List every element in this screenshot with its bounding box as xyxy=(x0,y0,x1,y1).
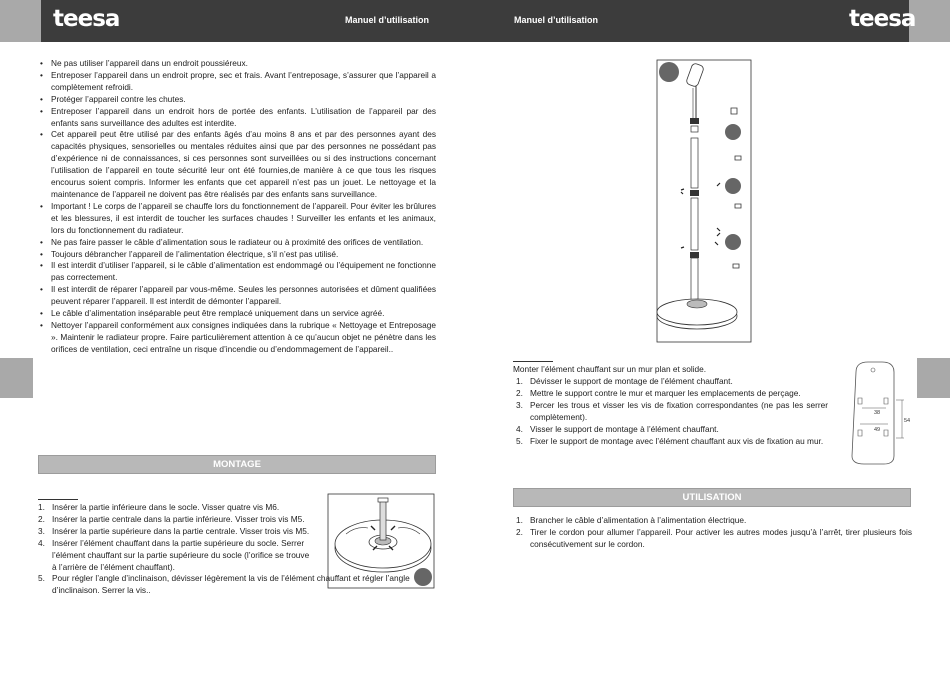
divider xyxy=(38,499,78,500)
list-item: 2. Mettre le support contre le mur et marquer les emplacements de perçage. xyxy=(516,387,801,398)
brand-logo-left: teesa xyxy=(53,6,120,32)
bracket-illustration xyxy=(846,360,916,466)
dimension-label: 49 xyxy=(874,427,881,433)
list-item: 2. Tirer le cordon pour allumer l’appareil. Pour activer les autres modes jusqu’à l’arrêt, tirer plusieurs fois consécutivement sur le cordon. xyxy=(516,526,912,549)
list-item: • Ne pas faire passer le câble d’alimentation sous le radiateur ou à proximité des orifices de ventilation. xyxy=(40,237,436,249)
page-title-right: Manuel d’utilisation xyxy=(514,15,599,25)
assembly-steps xyxy=(38,502,410,597)
base-illustration xyxy=(326,492,436,590)
list-item: 4. Insérer l’élément chauffant dans la partie supérieure du socle. Serrer l’élément chauffant sur la partie supérieure du socle (l’orifice se trouve à l’arrière de l’élément chauffant). xyxy=(38,537,310,572)
list-item: • Cet appareil peut être utilisé par des enfants âgés d’au moins 8 ans et par des personnes ayant des capacités physiques, sensorielles ou mentales réduites ainsi que par des personnes ne possédant pas d’expérience ni de connaissances, si ces personnes sont surveillées ou si des instructions concernant l’utilisation de l’appareil en toute sécurité leur ont été fournies,de manière à ce que tous les risques encourus soient compris. Informer les enfants que cet appareil n’est pas un jouet. Le nettoyage et la maintenance de l’appareil ne doivent pas être réalisés par des enfants sans surveillance. xyxy=(40,129,436,200)
corner-tab-left xyxy=(0,0,41,42)
list-item: 4. Visser le support de montage à l’élément chauffant. xyxy=(516,423,719,434)
dimension-label: 38 xyxy=(874,410,881,416)
list-item: • Important ! Le corps de l’appareil se chauffe lors du fonctionnement de l’appareil. Pour éviter les brûlures et les blessures, il est interdit de toucher les surfaces chaudes ! Surveiller les enfants et les animaux, lors du fonctionnement du radiateur. xyxy=(40,201,436,237)
header-bar xyxy=(0,0,950,42)
divider xyxy=(513,361,553,362)
dimension-label: 54 xyxy=(904,418,911,424)
side-tab-left xyxy=(0,358,33,398)
list-item: • Ne pas utiliser l’appareil dans un endroit poussiéreux. xyxy=(40,58,436,70)
list-item: 2. Insérer la partie centrale dans la partie inférieure. Visser trois vis M5. xyxy=(38,513,305,524)
page-title-left: Manuel d’utilisation xyxy=(345,15,430,25)
list-item: 1. Insérer la partie inférieure dans le socle. Visser quatre vis M6. xyxy=(38,502,280,512)
list-item: • Nettoyer l’appareil conformément aux consignes indiquées dans la rubrique « Nettoyage et Entreposage ». Maintenir le radiateur propre. Faire particulièrement attention à ce qu’aucun objet ne pénètre dans les orifices de ventilation, ceci entraîne un risque d’incendie ou d’endommagement de l’appareil.. xyxy=(40,320,436,356)
list-item: 3. Insérer la partie supérieure dans la partie centrale. Visser trois vis M5. xyxy=(38,525,310,536)
list-item: • Entreposer l’appareil dans un endroit hors de portée des enfants. L’utilisation de l’appareil par des enfants sans surveillance des adultes est interdite. xyxy=(40,106,436,130)
list-item: • Entreposer l’appareil dans un endroit propre, sec et frais. Avant l’entreposage, s’assurer que l’appareil a complètement refroidi. xyxy=(40,70,436,94)
list-item: • Protéger l’appareil contre les chutes. xyxy=(40,94,436,106)
heater-assembly-illustration xyxy=(655,58,755,344)
wall-mount-steps xyxy=(516,376,828,447)
list-item: 5. Pour régler l’angle d’inclinaison, dévisser légèrement la vis de l’élément chauffant et régler l’angle d’inclinaison. Serrer la vis.. xyxy=(38,573,410,596)
list-item: • Toujours débrancher l’appareil de l’alimentation électrique, s’il n’est pas utilisé. xyxy=(40,249,436,261)
list-item: 1. Brancher le câble d’alimentation à l’alimentation électrique. xyxy=(516,515,747,525)
list-item: • Il est interdit de réparer l’appareil par vous-même. Seules les personnes autorisées et dûment qualifiées peuvent réparer l’appareil. Il est interdit de démonter l’appareil. xyxy=(40,284,436,308)
section-heading-utilisation: UTILISATION xyxy=(513,488,911,507)
list-item: 5. Fixer le support de montage avec l’élément chauffant aux vis de fixation au mur. xyxy=(516,435,824,446)
usage-steps xyxy=(516,515,912,551)
wall-mount-intro: Monter l’élément chauffant sur un mur plan et solide. xyxy=(513,364,707,374)
side-tab-right xyxy=(917,358,950,398)
list-item: • Il est interdit d’utiliser l’appareil, si le câble d’alimentation est endommagé ou l’équipement ne fonctionne pas correctement. xyxy=(40,260,436,284)
list-item: 1. Dévisser le support de montage de l’élément chauffant. xyxy=(516,376,733,386)
list-item: • Le câble d’alimentation inséparable peut être remplacé uniquement dans un service agréé. xyxy=(40,308,436,320)
brand-logo-right: teesa xyxy=(849,6,916,32)
safety-list xyxy=(40,58,436,356)
list-item: 3. Percer les trous et visser les vis de fixation correspondantes (ne pas les serrer complètement). xyxy=(516,399,828,422)
section-heading-montage: MONTAGE xyxy=(38,455,436,474)
